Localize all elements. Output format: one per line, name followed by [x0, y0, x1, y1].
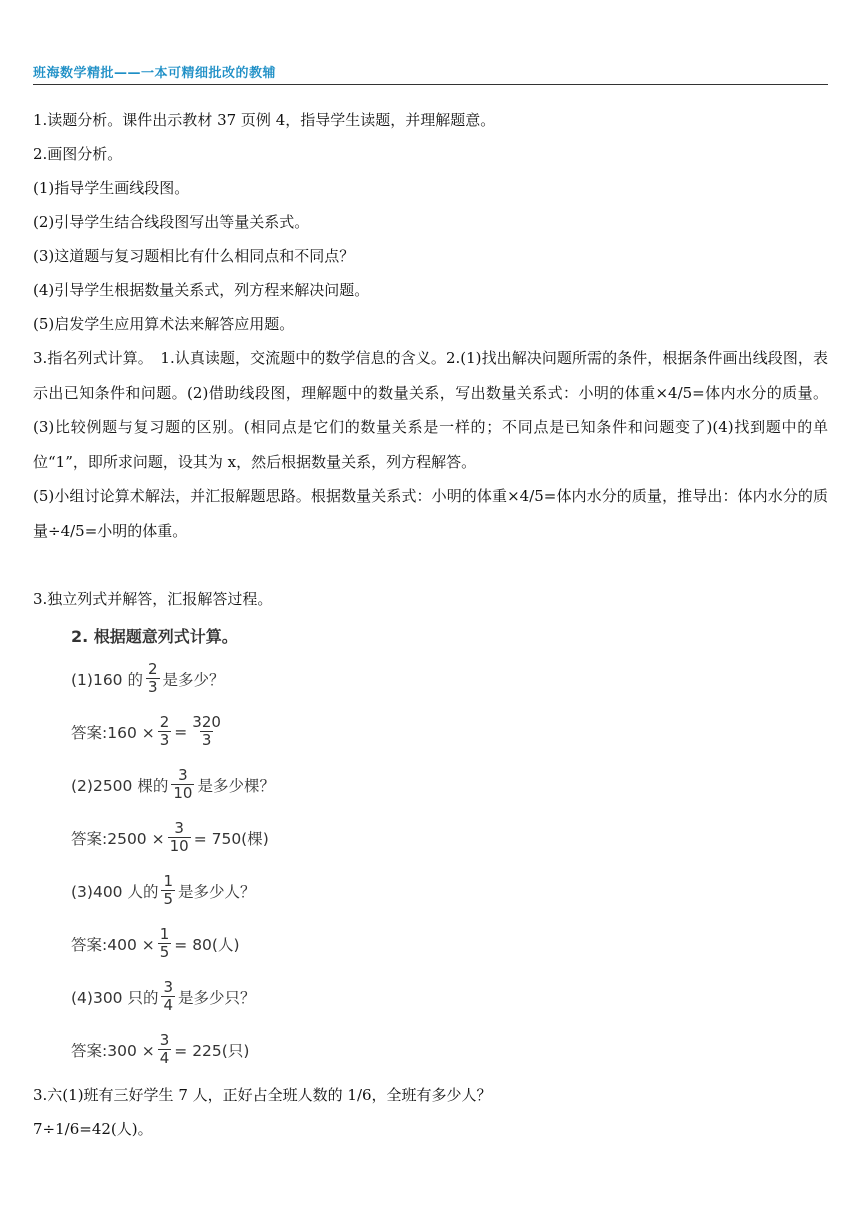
- fraction: [158, 714, 172, 749]
- denominator: 4: [163, 996, 174, 1014]
- answer-result: = 225(只): [174, 1041, 250, 1060]
- question-text: (2)2500 棵的: [71, 776, 169, 795]
- fraction: [168, 820, 191, 855]
- question-4: [71, 970, 828, 1023]
- fraction: [161, 979, 175, 1014]
- denominator: 5: [163, 890, 174, 908]
- answer-1: [71, 705, 828, 758]
- text-line: 3.六(1)班有三好学生 7 人，正好占全班人数的 1/6，全班有多少人？: [33, 1086, 492, 1104]
- numerator: 320: [192, 713, 221, 731]
- blank-gap: [33, 548, 828, 582]
- numerator: 3: [174, 819, 184, 837]
- question-text: (4)300 只的: [71, 988, 159, 1007]
- denominator: 10: [169, 837, 189, 855]
- numerator: 3: [159, 1031, 170, 1049]
- numerator: 1: [159, 925, 170, 943]
- question-text: 是多少人？: [178, 882, 256, 901]
- fraction: [161, 873, 175, 908]
- answer-text: 答案:400 ×: [71, 935, 155, 954]
- text-line: (1)指导学生画线段图。: [33, 179, 190, 197]
- question-2: [71, 758, 828, 811]
- question-3: [71, 864, 828, 917]
- answer-4: [71, 1023, 828, 1076]
- exercise-image: [71, 622, 828, 1076]
- text-line: 2.画图分析。: [33, 145, 123, 163]
- denominator: 3: [159, 731, 170, 749]
- denominator: 5: [159, 943, 170, 961]
- equals-sign: =: [174, 722, 188, 741]
- answer-result: = 80(人): [174, 935, 240, 954]
- answer-text: 答案:2500 ×: [71, 829, 165, 848]
- question-text: 是多少？: [162, 670, 225, 689]
- answer-result: = 750(棵): [193, 829, 269, 848]
- answer-text: 答案:300 ×: [71, 1041, 155, 1060]
- text-line: (4)引导学生根据数量关系式，列方程来解决问题。: [33, 281, 370, 299]
- fraction: [158, 926, 172, 961]
- fraction: [190, 714, 223, 749]
- question-text: (1)160 的: [71, 670, 143, 689]
- numerator: 1: [163, 872, 174, 890]
- question-text: 是多少棵？: [197, 776, 275, 795]
- exercise-title: 2. 根据题意列式计算。: [71, 627, 238, 646]
- text-line: 1.读题分析。课件出示教材 37 页例 4，指导学生读题，并理解题意。: [33, 111, 496, 129]
- page-header: [33, 62, 828, 85]
- numerator: 2: [159, 713, 170, 731]
- text-line: 3.独立列式并解答，汇报解答过程。: [33, 590, 273, 608]
- header-title: 班海数学精批——一本可精细批改的教辅: [33, 66, 277, 81]
- question-1: [71, 652, 828, 705]
- answer-3: [71, 917, 828, 970]
- question-text: (3)400 人的: [71, 882, 159, 901]
- denominator: 3: [201, 731, 212, 749]
- text-line: (2)引导学生结合线段图写出等量关系式。: [33, 213, 310, 231]
- paragraph-arithmetic-method: (5)小组讨论算术解法，并汇报解题思路。根据数量关系式：小明的体重×4/5=体内水分的质量，推导出：体内水分的质量÷4/5=小明的体重。: [33, 487, 828, 540]
- numerator: 3: [163, 978, 174, 996]
- fraction: [158, 1032, 172, 1067]
- answer-text: 答案:160 ×: [71, 723, 155, 742]
- numerator: 3: [178, 766, 188, 784]
- numerator: 2: [147, 660, 158, 678]
- paragraph-teaching-steps: 3.指名列式计算。 1.认真读题，交流题中的数学信息的含义。2.(1)找出解决问题所需的条件，根据条件画出线段图，表示出已知条件和问题。(2)借助线段图，理解题中的数量关系，写出数量关系式：小明的体重×4/5=体内水分的质量。(3)比较例题与复习题的区别。(相同点是它们的数量关系是一样的；不同点是已知条件和问题变了)(4)找到题中的单位“1”，即所求问题，设其为 x，然后根据数量关系，列方程解答。: [33, 349, 828, 471]
- question-text: 是多少只？: [178, 988, 256, 1007]
- fraction: [171, 767, 194, 802]
- denominator: 10: [173, 784, 193, 802]
- text-line: (5)启发学生应用算术法来解答应用题。: [33, 315, 295, 333]
- text-line: 7÷1/6=42(人)。: [33, 1120, 153, 1138]
- fraction: [146, 661, 160, 696]
- document-body: [33, 103, 828, 1146]
- text-line: (3)这道题与复习题相比有什么相同点和不同点？: [33, 247, 355, 265]
- denominator: 3: [147, 678, 158, 696]
- denominator: 4: [159, 1049, 170, 1067]
- answer-2: [71, 811, 828, 864]
